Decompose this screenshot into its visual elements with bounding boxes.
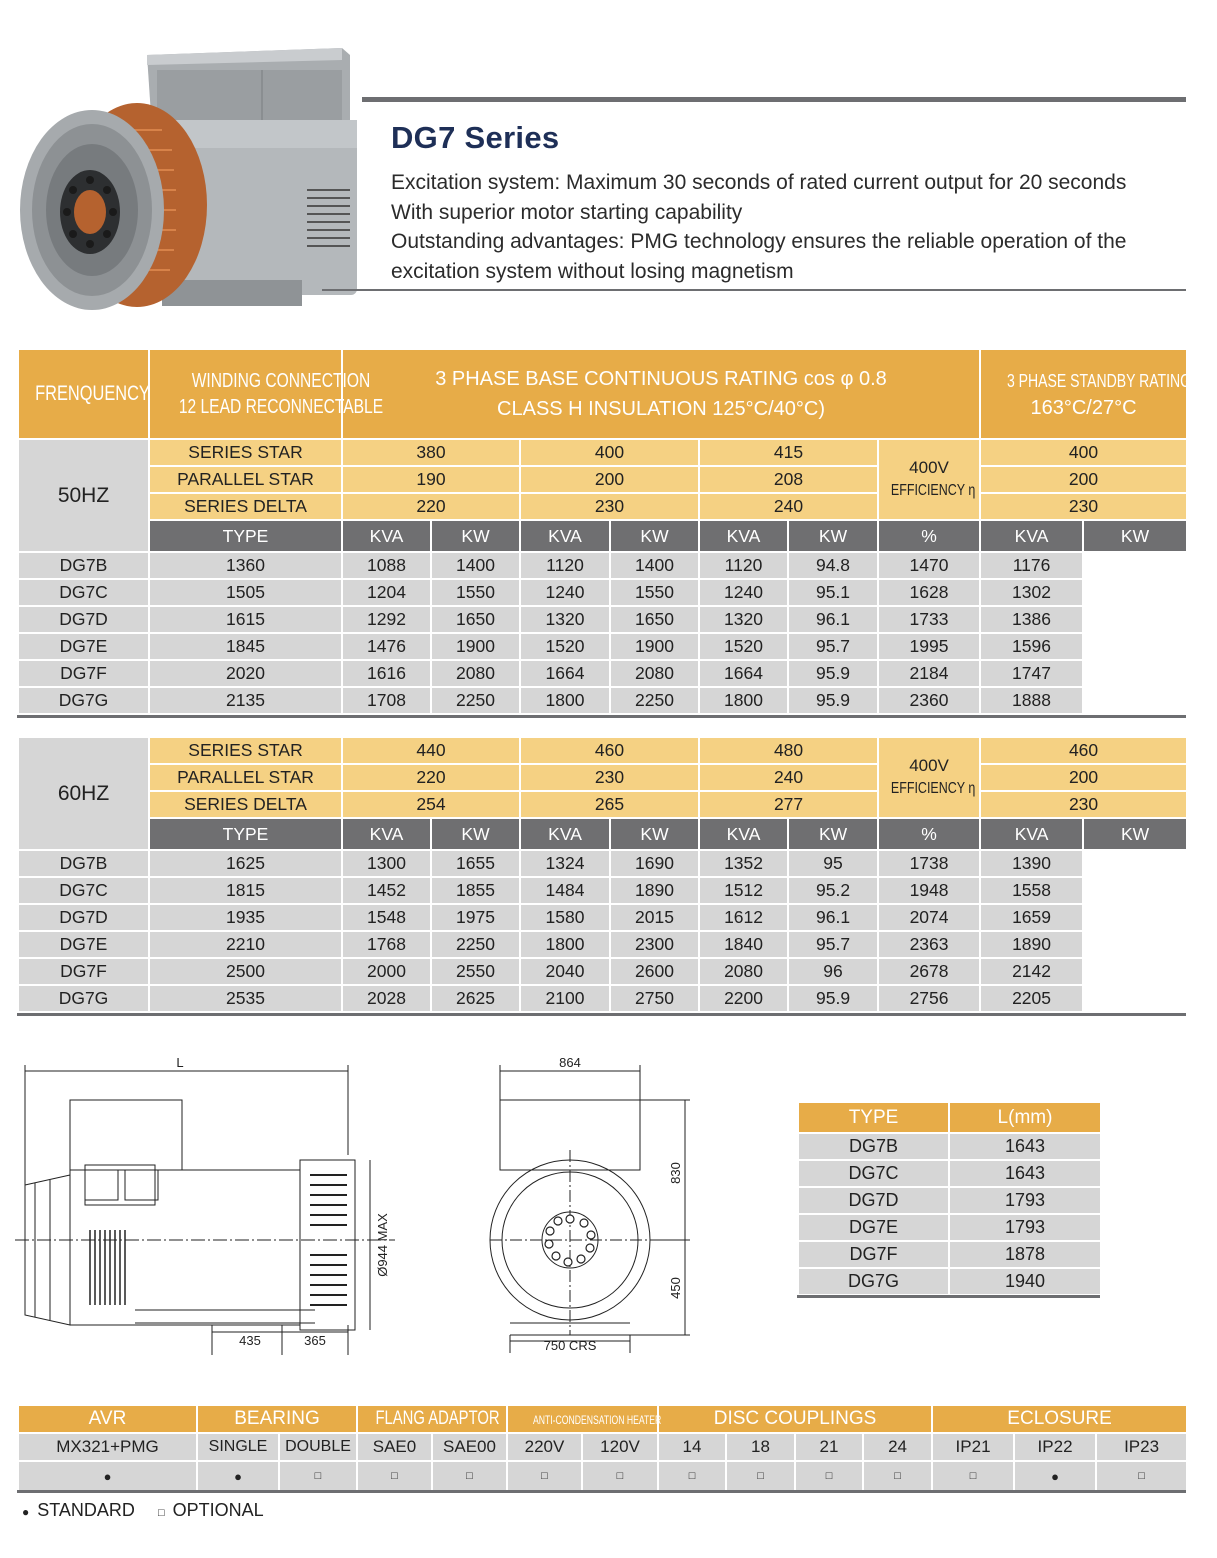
value-cell: 1900 <box>610 633 699 660</box>
frequency-header: FRENQUENCY <box>18 349 149 439</box>
voltage-cell: 240 <box>699 493 878 520</box>
table-row <box>18 985 1187 1012</box>
option-mark: □ <box>932 1461 1014 1491</box>
value-cell: 1240 <box>520 579 610 606</box>
value-cell: 2015 <box>610 904 699 931</box>
value-cell: 1995 <box>878 633 980 660</box>
table-row <box>18 931 1187 958</box>
type-cell: DG7E <box>18 931 149 958</box>
length-cell: 1878 <box>949 1241 1101 1268</box>
value-cell: 1659 <box>980 904 1083 931</box>
option-group-flange: FLANG ADAPTOR <box>357 1405 507 1433</box>
length-cell: 1643 <box>949 1160 1101 1187</box>
value-cell: 1612 <box>699 904 788 931</box>
option-group-heater: ANTI-CONDENSATION HEATER <box>507 1405 658 1433</box>
value-cell: 1616 <box>342 660 431 687</box>
option-group-avr: AVR <box>18 1405 197 1433</box>
value-cell: 1320 <box>520 606 610 633</box>
option-mark: □ <box>279 1461 357 1491</box>
value-cell: 1558 <box>980 877 1083 904</box>
option-item: 120V <box>582 1433 658 1461</box>
dimension-crs: 750 CRS <box>543 1338 597 1353</box>
option-item: SINGLE <box>197 1433 279 1461</box>
table-row <box>798 1133 1101 1160</box>
length-header-l: L(mm) <box>949 1102 1101 1133</box>
dimension-830: 830 <box>668 1162 683 1184</box>
option-mark: □ <box>432 1461 507 1491</box>
value-cell: 2080 <box>431 660 520 687</box>
value-cell: 1320 <box>699 606 788 633</box>
value-cell: 1204 <box>342 579 431 606</box>
value-cell: 1386 <box>980 606 1083 633</box>
option-mark: □ <box>357 1461 432 1491</box>
value-cell: 2142 <box>980 958 1083 985</box>
value-cell: 1324 <box>520 850 610 877</box>
options-table <box>17 1404 1188 1492</box>
option-mark: □ <box>507 1461 582 1491</box>
type-cell: DG7C <box>18 579 149 606</box>
table-row <box>18 606 1187 633</box>
value-cell: 1900 <box>431 633 520 660</box>
value-cell: 1470 <box>878 552 980 579</box>
value-cell: 1390 <box>980 850 1083 877</box>
value-cell: 2535 <box>149 985 342 1012</box>
standby-voltage-cell: 230 <box>980 493 1187 520</box>
type-cell: DG7F <box>18 958 149 985</box>
length-table <box>797 1101 1102 1296</box>
frequency-cell-60hz: 60HZ <box>18 737 149 850</box>
option-item: 24 <box>863 1433 932 1461</box>
value-cell: 1240 <box>699 579 788 606</box>
value-cell: 1550 <box>610 579 699 606</box>
option-group-bearing: BEARING <box>197 1405 357 1433</box>
length-rows <box>798 1133 1101 1295</box>
table-row <box>18 579 1187 606</box>
continuous-rating-header: 3 PHASE BASE CONTINUOUS RATING cos φ 0.8 CLASS H INSULATION 125°C/40°C) <box>342 349 980 439</box>
winding-header: WINDING CONNECTION 12 LEAD RECONNECTABLE <box>149 349 342 439</box>
efficiency-label: 400V EFFICIENCY η <box>878 439 980 520</box>
frequency-cell-50hz: 50HZ <box>18 439 149 552</box>
subheader-cell: KW <box>1083 520 1187 552</box>
subheader-cell: KW <box>788 818 878 850</box>
value-cell: 2600 <box>610 958 699 985</box>
value-cell: 1800 <box>520 687 610 714</box>
value-cell: 1505 <box>149 579 342 606</box>
value-cell: 95.2 <box>788 877 878 904</box>
voltage-cell: 460 <box>520 737 699 764</box>
length-table-bottom-rule <box>797 1295 1100 1298</box>
legend <box>22 1500 272 1521</box>
voltage-cell: 190 <box>342 466 520 493</box>
value-cell: 94.8 <box>788 552 878 579</box>
option-group-enclosure: ECLOSURE <box>932 1405 1187 1433</box>
value-cell: 2300 <box>610 931 699 958</box>
connection-name: PARALLEL STAR <box>149 466 342 493</box>
header-bottom-rule <box>322 289 1186 291</box>
value-cell: 2210 <box>149 931 342 958</box>
length-cell: 1940 <box>949 1268 1101 1295</box>
value-cell: 1890 <box>610 877 699 904</box>
subheader-cell: KW <box>610 818 699 850</box>
connection-name: PARALLEL STAR <box>149 764 342 791</box>
value-cell: 1176 <box>980 552 1083 579</box>
voltage-cell: 480 <box>699 737 878 764</box>
value-cell: 1550 <box>431 579 520 606</box>
value-cell: 2500 <box>149 958 342 985</box>
type-cell: DG7D <box>18 904 149 931</box>
side-view-drawing <box>15 1055 415 1355</box>
option-item: MX321+PMG <box>18 1433 197 1461</box>
standby-rating-header: 3 PHASE STANDBY RATING 163°C/27°C <box>980 349 1187 439</box>
value-cell: 2000 <box>342 958 431 985</box>
value-cell: 2080 <box>699 958 788 985</box>
value-cell: 1935 <box>149 904 342 931</box>
value-cell: 2135 <box>149 687 342 714</box>
description-line: With superior motor starting capability <box>391 200 743 224</box>
option-mark: ● <box>18 1461 197 1491</box>
subheader-cell: KW <box>431 818 520 850</box>
value-cell: 1768 <box>342 931 431 958</box>
type-cell: DG7B <box>18 552 149 579</box>
option-items-row <box>18 1433 1187 1461</box>
value-cell: 95.7 <box>788 931 878 958</box>
value-cell: 95.9 <box>788 660 878 687</box>
value-cell: 1352 <box>699 850 788 877</box>
option-item: IP22 <box>1014 1433 1096 1461</box>
value-cell: 2205 <box>980 985 1083 1012</box>
value-cell: 1815 <box>149 877 342 904</box>
subheader-cell: KVA <box>342 520 431 552</box>
table-row <box>18 633 1187 660</box>
table-row <box>18 877 1187 904</box>
value-cell: 1580 <box>520 904 610 931</box>
option-item: SAE00 <box>432 1433 507 1461</box>
value-cell: 1664 <box>699 660 788 687</box>
length-cell: 1793 <box>949 1187 1101 1214</box>
value-cell: 2625 <box>431 985 520 1012</box>
value-cell: 1948 <box>878 877 980 904</box>
table-row <box>798 1160 1101 1187</box>
option-mark: □ <box>863 1461 932 1491</box>
voltage-cell: 415 <box>699 439 878 466</box>
description-line: Excitation system: Maximum 30 seconds of rated current output for 20 seconds <box>391 171 1127 194</box>
length-cell: 1643 <box>949 1133 1101 1160</box>
standby-voltage-cell: 230 <box>980 791 1187 818</box>
value-cell: 1800 <box>699 687 788 714</box>
option-mark: □ <box>658 1461 726 1491</box>
option-mark: □ <box>1096 1461 1187 1491</box>
voltage-cell: 240 <box>699 764 878 791</box>
value-cell: 1650 <box>431 606 520 633</box>
value-cell: 1855 <box>431 877 520 904</box>
subheader-cell: KVA <box>699 818 788 850</box>
standby-voltage-cell: 200 <box>980 466 1187 493</box>
description-line: excitation system without losing magnetism <box>391 259 794 283</box>
value-cell: 1120 <box>520 552 610 579</box>
subheader-cell: % <box>878 818 980 850</box>
table-row <box>18 904 1187 931</box>
standard-symbol: ● <box>22 1505 30 1519</box>
data-rows-60hz <box>18 850 1187 1012</box>
ratings-table-50hz <box>17 348 1192 715</box>
type-cell: DG7G <box>18 687 149 714</box>
dimension-435: 435 <box>239 1333 261 1348</box>
type-cell: DG7D <box>18 606 149 633</box>
value-cell: 1738 <box>878 850 980 877</box>
table-row <box>798 1241 1101 1268</box>
standby-voltage-cell: 400 <box>980 439 1187 466</box>
voltage-cell: 200 <box>520 466 699 493</box>
option-item: 220V <box>507 1433 582 1461</box>
value-cell: 95.9 <box>788 985 878 1012</box>
value-cell: 1088 <box>342 552 431 579</box>
value-cell: 2080 <box>610 660 699 687</box>
value-cell: 1975 <box>431 904 520 931</box>
subheader-cell: KW <box>1083 818 1187 850</box>
page-title: DG7 Series <box>391 120 560 155</box>
option-group-disc-couplings: DISC COUPLINGS <box>658 1405 932 1433</box>
option-mark: ● <box>1014 1461 1096 1491</box>
generator-photo <box>12 40 357 320</box>
type-cell: DG7D <box>798 1187 949 1214</box>
value-cell: 2360 <box>878 687 980 714</box>
optional-label: OPTIONAL <box>172 1500 264 1520</box>
value-cell: 1800 <box>520 931 610 958</box>
value-cell: 95 <box>788 850 878 877</box>
value-cell: 95.1 <box>788 579 878 606</box>
value-cell: 1512 <box>699 877 788 904</box>
dimension-diameter: Ø944 MAX <box>375 1213 390 1277</box>
value-cell: 2363 <box>878 931 980 958</box>
value-cell: 2250 <box>610 687 699 714</box>
connection-name: SERIES STAR <box>149 439 342 466</box>
voltage-cell: 277 <box>699 791 878 818</box>
value-cell: 1484 <box>520 877 610 904</box>
value-cell: 96.1 <box>788 904 878 931</box>
description-line: Outstanding advantages: PMG technology ensures the reliable operation of the <box>391 230 1127 253</box>
value-cell: 1890 <box>980 931 1083 958</box>
table-row <box>18 958 1187 985</box>
subheader-cell: TYPE <box>149 520 342 552</box>
value-cell: 1596 <box>980 633 1083 660</box>
type-cell: DG7E <box>18 633 149 660</box>
option-item: 21 <box>795 1433 863 1461</box>
voltage-cell: 220 <box>342 493 520 520</box>
value-cell: 96.1 <box>788 606 878 633</box>
value-cell: 1888 <box>980 687 1083 714</box>
value-cell: 2040 <box>520 958 610 985</box>
value-cell: 2200 <box>699 985 788 1012</box>
value-cell: 95.7 <box>788 633 878 660</box>
subheader-cell: KW <box>788 520 878 552</box>
option-item: SAE0 <box>357 1433 432 1461</box>
table-row <box>18 687 1187 714</box>
value-cell: 1733 <box>878 606 980 633</box>
efficiency-label: 400V EFFICIENCY η <box>878 737 980 818</box>
table-bottom-rule <box>17 715 1186 718</box>
value-cell: 1520 <box>699 633 788 660</box>
value-cell: 1292 <box>342 606 431 633</box>
value-cell: 1625 <box>149 850 342 877</box>
value-cell: 2250 <box>431 931 520 958</box>
voltage-cell: 380 <box>342 439 520 466</box>
option-mark: □ <box>795 1461 863 1491</box>
data-rows-50hz <box>18 552 1187 714</box>
value-cell: 1747 <box>980 660 1083 687</box>
value-cell: 2678 <box>878 958 980 985</box>
subheader-cell: KVA <box>520 818 610 850</box>
table-row <box>18 850 1187 877</box>
series-description <box>391 168 1200 286</box>
length-header-type: TYPE <box>798 1102 949 1133</box>
subheader-cell: KW <box>431 520 520 552</box>
value-cell: 1360 <box>149 552 342 579</box>
standard-label: STANDARD <box>37 1500 135 1520</box>
option-item: 18 <box>726 1433 795 1461</box>
value-cell: 1300 <box>342 850 431 877</box>
connection-name: SERIES DELTA <box>149 791 342 818</box>
voltage-cell: 220 <box>342 764 520 791</box>
options-bottom-rule <box>17 1490 1186 1493</box>
option-marks-row <box>18 1461 1187 1491</box>
value-cell: 1840 <box>699 931 788 958</box>
table-row <box>798 1214 1101 1241</box>
value-cell: 1400 <box>610 552 699 579</box>
dimension-864: 864 <box>559 1055 581 1070</box>
connection-name: SERIES DELTA <box>149 493 342 520</box>
type-cell: DG7F <box>18 660 149 687</box>
table-row <box>18 552 1187 579</box>
voltage-cell: 230 <box>520 493 699 520</box>
standby-voltage-cell: 200 <box>980 764 1187 791</box>
subheader-cell: KVA <box>980 520 1083 552</box>
option-mark: □ <box>582 1461 658 1491</box>
value-cell: 1452 <box>342 877 431 904</box>
value-cell: 1708 <box>342 687 431 714</box>
voltage-cell: 208 <box>699 466 878 493</box>
table-row <box>798 1187 1101 1214</box>
subheader-cell: % <box>878 520 980 552</box>
value-cell: 2184 <box>878 660 980 687</box>
option-mark: □ <box>726 1461 795 1491</box>
value-cell: 2100 <box>520 985 610 1012</box>
subheader-cell: KVA <box>520 520 610 552</box>
option-item: IP23 <box>1096 1433 1187 1461</box>
value-cell: 2550 <box>431 958 520 985</box>
subheader-cell: TYPE <box>149 818 342 850</box>
value-cell: 1520 <box>520 633 610 660</box>
type-cell: DG7B <box>18 850 149 877</box>
value-cell: 2020 <box>149 660 342 687</box>
option-item: 14 <box>658 1433 726 1461</box>
value-cell: 1664 <box>520 660 610 687</box>
value-cell: 2028 <box>342 985 431 1012</box>
type-cell: DG7E <box>798 1214 949 1241</box>
subheader-cell: KVA <box>342 818 431 850</box>
value-cell: 1120 <box>699 552 788 579</box>
dimension-L: L <box>176 1055 184 1070</box>
voltage-cell: 230 <box>520 764 699 791</box>
dimension-365: 365 <box>304 1333 326 1348</box>
option-item: IP21 <box>932 1433 1014 1461</box>
standby-voltage-cell: 460 <box>980 737 1187 764</box>
value-cell: 1690 <box>610 850 699 877</box>
value-cell: 1845 <box>149 633 342 660</box>
voltage-cell: 254 <box>342 791 520 818</box>
connection-name: SERIES STAR <box>149 737 342 764</box>
type-cell: DG7C <box>798 1160 949 1187</box>
voltage-cell: 440 <box>342 737 520 764</box>
value-cell: 1302 <box>980 579 1083 606</box>
subheader-cell: KVA <box>699 520 788 552</box>
optional-symbol: □ <box>157 1507 165 1519</box>
type-cell: DG7B <box>798 1133 949 1160</box>
type-cell: DG7C <box>18 877 149 904</box>
value-cell: 2074 <box>878 904 980 931</box>
option-item: DOUBLE <box>279 1433 357 1461</box>
type-cell: DG7G <box>18 985 149 1012</box>
value-cell: 1650 <box>610 606 699 633</box>
option-mark: ● <box>197 1461 279 1491</box>
voltage-cell: 400 <box>520 439 699 466</box>
ratings-table-60hz <box>17 736 1188 1013</box>
value-cell: 2250 <box>431 687 520 714</box>
front-view-drawing <box>480 1055 710 1355</box>
type-cell: DG7F <box>798 1241 949 1268</box>
value-cell: 1615 <box>149 606 342 633</box>
value-cell: 2756 <box>878 985 980 1012</box>
table-row <box>798 1268 1101 1295</box>
value-cell: 1655 <box>431 850 520 877</box>
value-cell: 96 <box>788 958 878 985</box>
value-cell: 1400 <box>431 552 520 579</box>
type-cell: DG7G <box>798 1268 949 1295</box>
value-cell: 95.9 <box>788 687 878 714</box>
header-top-rule <box>362 97 1186 102</box>
table-row <box>18 660 1187 687</box>
value-cell: 1628 <box>878 579 980 606</box>
value-cell: 2750 <box>610 985 699 1012</box>
dimension-450: 450 <box>668 1277 683 1299</box>
subheader-cell: KVA <box>980 818 1083 850</box>
value-cell: 1476 <box>342 633 431 660</box>
length-cell: 1793 <box>949 1214 1101 1241</box>
table-bottom-rule <box>17 1013 1186 1016</box>
value-cell: 1548 <box>342 904 431 931</box>
subheader-cell: KW <box>610 520 699 552</box>
voltage-cell: 265 <box>520 791 699 818</box>
